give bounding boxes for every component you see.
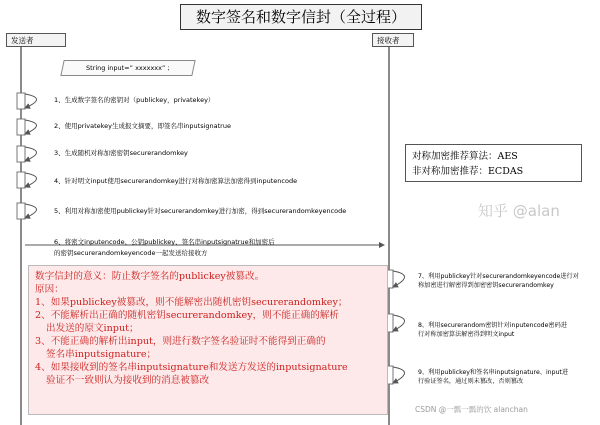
- reason-3b: 签名串inputsignature；: [46, 349, 157, 360]
- self-arrow-8: [393, 315, 405, 331]
- reason-2a: 2、不能解析出正确的随机密钥securerandomkey，则不能正确的解析: [35, 310, 339, 321]
- step-9: [418, 368, 598, 386]
- zhihu-watermark: 知乎 @alan: [478, 202, 560, 220]
- step-7: [418, 272, 598, 290]
- reason-1: 1、如果publickey被篡改，则不能解密出随机密钥securerandomkey；: [35, 297, 348, 308]
- step-6-line2: 的密钥securerandomkeyencode一起发送给接收方: [54, 249, 208, 257]
- step-8: [418, 321, 598, 339]
- self-arrow-4: [25, 173, 37, 187]
- step-8-line1: 8、利用securerandom密钥针对inputencode密码进: [418, 322, 567, 329]
- self-arrow-9: [393, 367, 405, 383]
- self-arrow-5: [25, 204, 37, 218]
- step-7-line2: 称加密进行解密得到加密密钥securerandomkey: [418, 282, 554, 289]
- step-8-line2: 行对称加密算法解密得到明文input: [418, 331, 515, 338]
- activation-2: [17, 119, 25, 135]
- step-6-line1: 6、将密文inputencode、公钥publickey、签名串inputsignatrue和加密后: [54, 238, 275, 246]
- self-arrow-1: [25, 94, 37, 108]
- step-9-line2: 行验证签名，通过则未篡改，否则篡改: [418, 378, 524, 385]
- activation-3: [17, 146, 25, 162]
- step-7-line1: 7、利用publickey针对securerandomkeyencode进行对: [418, 273, 579, 280]
- step-4: 4、针对明文input使用securerandomkey进行对称加密算法加密得到inputencode: [54, 177, 298, 185]
- step-5: 5、利用对称加密使用publickey针对securerandomkey进行加密，得到securerandomkeyencode: [54, 207, 347, 215]
- envelope-meaning-box: [28, 265, 388, 415]
- algorithm-box: [405, 144, 582, 182]
- activation-4: [17, 172, 25, 188]
- step-2: 2、使用privatekey生成报文摘要，即签名串inputsignatrue: [54, 122, 231, 130]
- reason-4a: 4、如果接收到的签名串inputsignature和发送方发送的inputsignature: [35, 362, 348, 373]
- reason-2b: 出发送的原文input；: [46, 323, 139, 334]
- asymmetric-algo: 非对称加密推荐：ECDAS: [412, 166, 524, 177]
- actor-sender: 发送者: [6, 33, 66, 47]
- reason-4b: 验证不一致则认为接收到的消息被篡改: [46, 375, 210, 386]
- self-arrow-7: [393, 271, 405, 287]
- symmetric-algo: 对称加密推荐算法：AES: [412, 151, 518, 162]
- activation-5: [17, 203, 25, 219]
- csdn-watermark: CSDN @一瓢一瓢的饮 alanchan: [415, 405, 528, 414]
- input-note-text: String input=” xxxxxxx” ;: [86, 64, 170, 72]
- step-9-line1: 9、利用publickey和签名串inputsignature、input进: [418, 369, 569, 376]
- reason-3a: 3、不能正确的解析出input，则进行数字签名验证时不能得到正确的: [35, 336, 326, 347]
- actor-receiver: 接收者: [372, 33, 414, 47]
- diagram-title: 数字签名和数字信封（全过程）: [180, 4, 422, 30]
- reason-label: 原因：: [35, 284, 64, 295]
- self-arrow-3: [25, 147, 37, 161]
- step-3: 3、生成随机对称加密密钥securerandomkey: [54, 149, 188, 157]
- meaning-heading: 数字信封的意义：防止数字签名的publickey被篡改。: [35, 271, 265, 282]
- step-1: 1、生成数字签名的密钥对（publickey，privatekey）: [54, 96, 215, 104]
- activation-1: [17, 93, 25, 109]
- self-arrow-2: [25, 120, 37, 134]
